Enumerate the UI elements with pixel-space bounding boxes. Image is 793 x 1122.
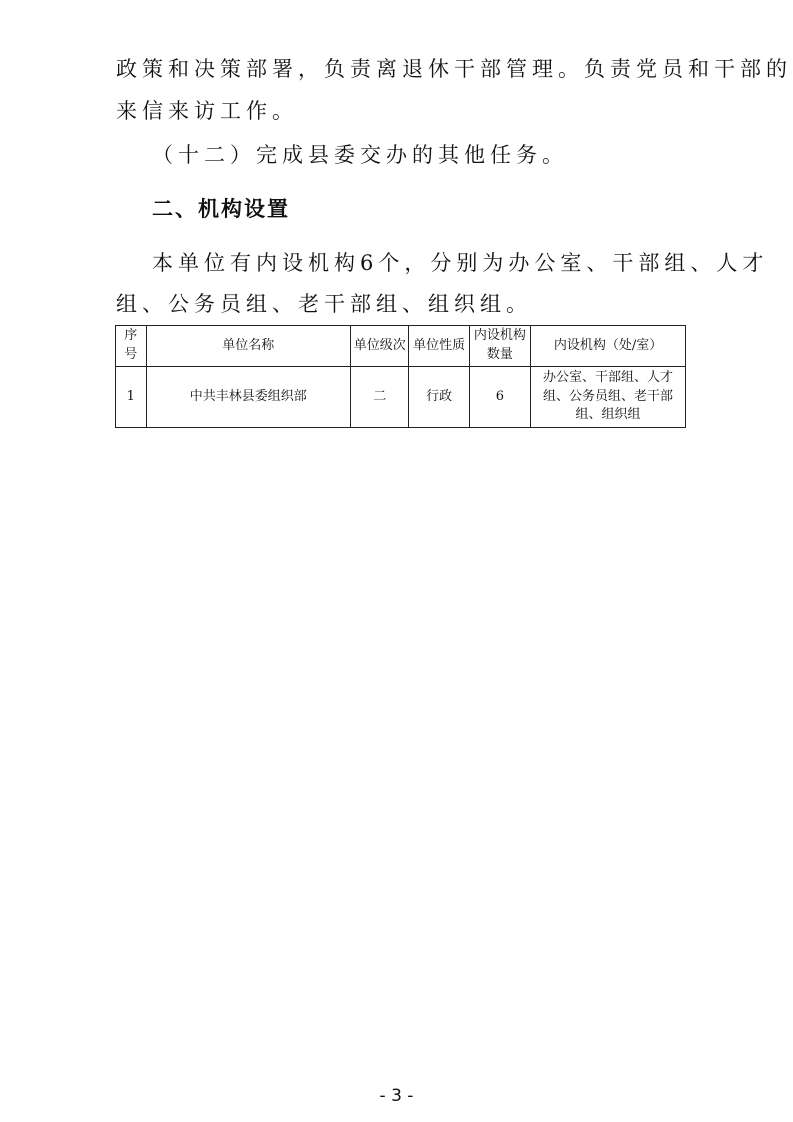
paragraph-line: 组、公务员组、老干部组、组织组。 xyxy=(116,292,532,316)
cell-no: 1 xyxy=(116,367,147,428)
cell-unit-name: 中共丰林县委组织部 xyxy=(146,367,351,428)
section-heading: 二、机构设置 xyxy=(152,197,290,221)
table-row xyxy=(116,367,686,428)
paragraph-item-12: （十二）完成县委交办的其他任务。 xyxy=(152,143,568,167)
header-dept-count-line1: 内设机构 xyxy=(473,328,526,344)
paragraph-line: 来信来访工作。 xyxy=(116,99,298,123)
cell-dept-count: 6 xyxy=(469,367,530,428)
header-depts: 内设机构（处/室） xyxy=(531,326,686,367)
page-number: - 3 - xyxy=(379,1086,414,1106)
header-dept-count-line2: 数量 xyxy=(486,347,513,362)
header-unit-nature: 单位性质 xyxy=(409,326,469,367)
cell-unit-nature: 行政 xyxy=(409,367,469,428)
unit-table xyxy=(115,325,686,428)
cell-depts-text: 办公室、干部组、人才组、公务员组、老干部组、组织组 xyxy=(543,369,674,423)
cell-depts xyxy=(531,367,686,428)
header-dept-count xyxy=(469,326,530,367)
paragraph-line: 政策和决策部署，负责离退休干部管理。负责党员和干部的 xyxy=(116,57,792,81)
cell-unit-level: 二 xyxy=(351,367,409,428)
header-unit-name: 单位名称 xyxy=(146,326,351,367)
header-unit-level: 单位级次 xyxy=(351,326,409,367)
header-no: 序号 xyxy=(116,326,147,367)
table-header-row xyxy=(116,326,686,367)
paragraph-line: 本单位有内设机构6个，分别为办公室、干部组、人才 xyxy=(152,251,769,275)
